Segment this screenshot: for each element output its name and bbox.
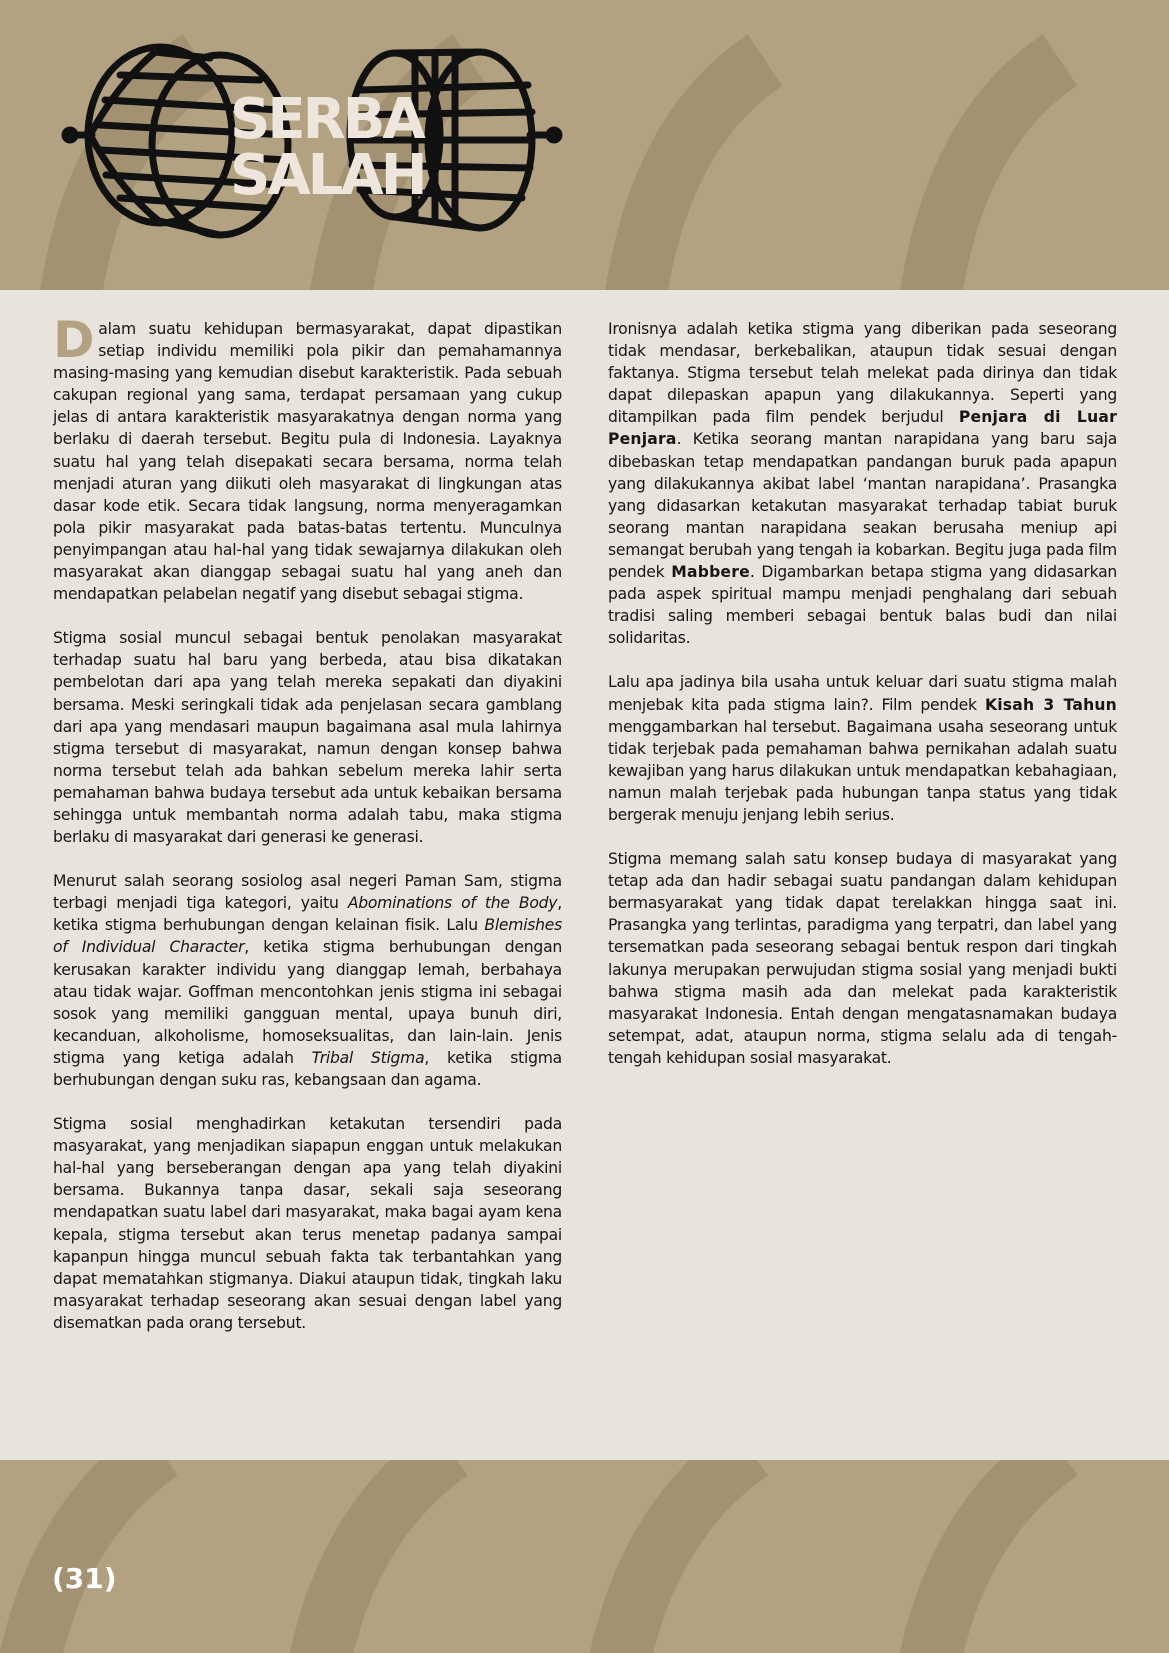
paragraph-1-text: alam suatu kehidupan bermasyarakat, dapat dipastikan setiap individu memiliki pola pikir dan pemahamannya masing-masing yang kemudian disebut karakteristik. Pada sebuah cakupan regional yang sama, terdapat persamaan yang cukup jelas di antara karakteristik masyarakatnya dengan norma yang berlaku di daerah tersebut. Begitu pula di Indonesia. Layaknya suatu hal yang telah disepakati secara bersama, norma telah menjadi aturan yang diikuti oleh masyarakat di lingkungan atas dasar kode etik. Secara tidak langsung, norma menyeragamkan pola pikir masyarakat pada batas-batas tertentu. Munculnya penyimpangan atau hal-hal yang tidak sewajarnya dilakukan oleh masyarakat akan dianggap sebagai suatu hal yang aneh dan mendapatkan pelabelan negatif yang disebut sebagai stigma. bbox=[53, 320, 562, 604]
paragraph-6 bbox=[608, 671, 1117, 826]
text-span: . Digambarkan betapa stigma yang didasarkan pada aspek spiritual mampu menjadi penghalang dari sebuah tradisi saling memberi sebagai bentuk balas budi dan nilai solidaritas. bbox=[608, 563, 1118, 648]
article-body bbox=[0, 290, 1169, 1460]
paragraph-2: Stigma sosial muncul sebagai bentuk penolakan masyarakat terhadap suatu hal baru yang berbeda, atau bisa dikatakan pembelotan dari apa yang telah mereka sepakati dan diyakini bersama. Meski seringkali tidak ada penjelasan secara gamblang dari apa yang mendasari maupun bagaimana asal mula lahirnya stigma tersebut di masyarakat, namun dengan konsep bahwa norma tersebut telah ada bahkan sebelum mereka lahir serta pemahaman bahwa budaya tersebut ada untuk kebaikan bersama sehingga untuk membantah norma adalah tabu, maka stigma berlaku di masyarakat dari generasi ke generasi. bbox=[53, 629, 562, 847]
text-span: Menurut salah seorang sosiolog asal negeri Paman Sam, stigma terbagi menjadi tiga kategori, yaitu bbox=[53, 872, 562, 913]
paragraph-5 bbox=[608, 318, 1117, 649]
title-line-1: SERBA bbox=[230, 87, 423, 152]
film-title: Mabbere bbox=[671, 563, 750, 582]
title-line-2: SALAH bbox=[230, 143, 425, 208]
page-number: (31) bbox=[52, 1562, 117, 1595]
footer-band bbox=[0, 1460, 1169, 1653]
text-span: Ironisnya adalah ketika stigma yang diberikan pada seseorang tidak mendasar, berkebalikan, ataupun tidak sesuai dengan faktanya. Stigma tersebut telah melekat pada dirinya dan tidak dapat dilepaskan apapun yang dilakukannya. Seperti yang ditampilkan pada film pendek berjudul bbox=[608, 320, 1117, 427]
paragraph-7: Stigma memang salah satu konsep budaya di masyarakat yang tetap ada dan hadir sebagai suatu pandangan dalam kehidupan bermasyarakat yang tidak dapat terelakkan hingga saat ini. Prasangka yang terlintas, paradigma yang terpatri, dan label yang tersematkan pada seseorang sebagai bentuk respon dari tingkah lakunya merupakan perwujudan stigma sosial yang menjadi bukti bahwa stigma masih ada dan melekat pada karakteristik masyarakat Indonesia. Entah dengan mengatasnamakan budaya setempat, adat, ataupun norma, stigma selalu ada di tengah-tengah kehidupan sosial masyarakat. bbox=[608, 850, 1117, 1067]
column-left bbox=[53, 311, 563, 1356]
italic-term: Tribal Stigma bbox=[311, 1048, 425, 1067]
text-span: menggambarkan hal tersebut. Bagaimana usaha seseorang untuk tidak terjebak pada pemahaman bahwa pernikahan adalah suatu kewajiban yang harus dilakukan untuk mendapatkan kebahagiaan, namun malah terjebak pada hubungan tanpa status yang tidak bergerak menuju jenjang lebih serius. bbox=[608, 717, 1117, 824]
film-title: Penjara di Luar Penjara bbox=[608, 408, 1117, 449]
italic-term: Blemishes of Individual Character bbox=[53, 916, 562, 957]
italic-term: Abominations of the Body bbox=[347, 894, 558, 913]
paragraph-1 bbox=[53, 311, 562, 605]
text-span: , ketika stigma berhubungan dengan kerusakan karakter individu yang dianggap lemah, berbahaya atau tidak wajar. Goffman mencontohkan jenis stigma ini sebagai sosok yang memiliki gangguan mental, upaya bunuh diri, kecanduan, alkoholisme, homoseksualitas, dan lain-lain. Jenis stigma yang ketiga adalah bbox=[53, 938, 563, 1067]
drop-cap: D bbox=[53, 311, 95, 369]
column-right bbox=[608, 318, 1117, 1091]
text-span: , ketika stigma berhubungan dengan suku ras, kebangsaan dan agama. bbox=[53, 1048, 562, 1089]
text-span: . Ketika seorang mantan narapidana yang baru saja dibebaskan tetap mendapatkan pandangan buruk pada apapun yang dilakukannya akibat label ‘mantan narapidana’. Prasangka yang didasarkan ketakutan masyarakat terhadap tabiat buruk seorang mantan narapidana seakan berusaha meniup api semangat berubah yang tengah ia kobarkan. Begitu juga pada film pendek bbox=[608, 430, 1117, 582]
film-title: Kisah 3 Tahun bbox=[984, 695, 1117, 714]
decorative-arcs bbox=[0, 1460, 1169, 1653]
text-span: , ketika stigma berhubungan dengan kelainan fisik. Lalu bbox=[53, 894, 562, 935]
paragraph-4: Stigma sosial menghadirkan ketakutan tersendiri pada masyarakat, yang menjadikan siapapun enggan untuk melakukan hal-hal yang berseberangan dengan apa yang telah diyakini bersama. Bukannya tanpa dasar, sekali saja seseorang mendapatkan suatu label dari masyarakat, maka bagai ayam kena kepala, stigma tersebut akan terus menetap padanya sampai kapanpun hingga muncul sebuah fakta tak terbantahkan yang dapat mematahkan stigmanya. Diakui ataupun tidak, tingkah laku masyarakat terhadap seseorang akan sesuai dengan label yang disematkan pada orang tersebut. bbox=[53, 1115, 562, 1332]
text-span: Lalu apa jadinya bila usaha untuk keluar dari suatu stigma malah menjebak kita pada stigma lain?. Film pendek bbox=[608, 673, 1117, 714]
header-band bbox=[0, 0, 1169, 290]
paragraph-3 bbox=[53, 870, 562, 1091]
article-title bbox=[230, 87, 425, 208]
